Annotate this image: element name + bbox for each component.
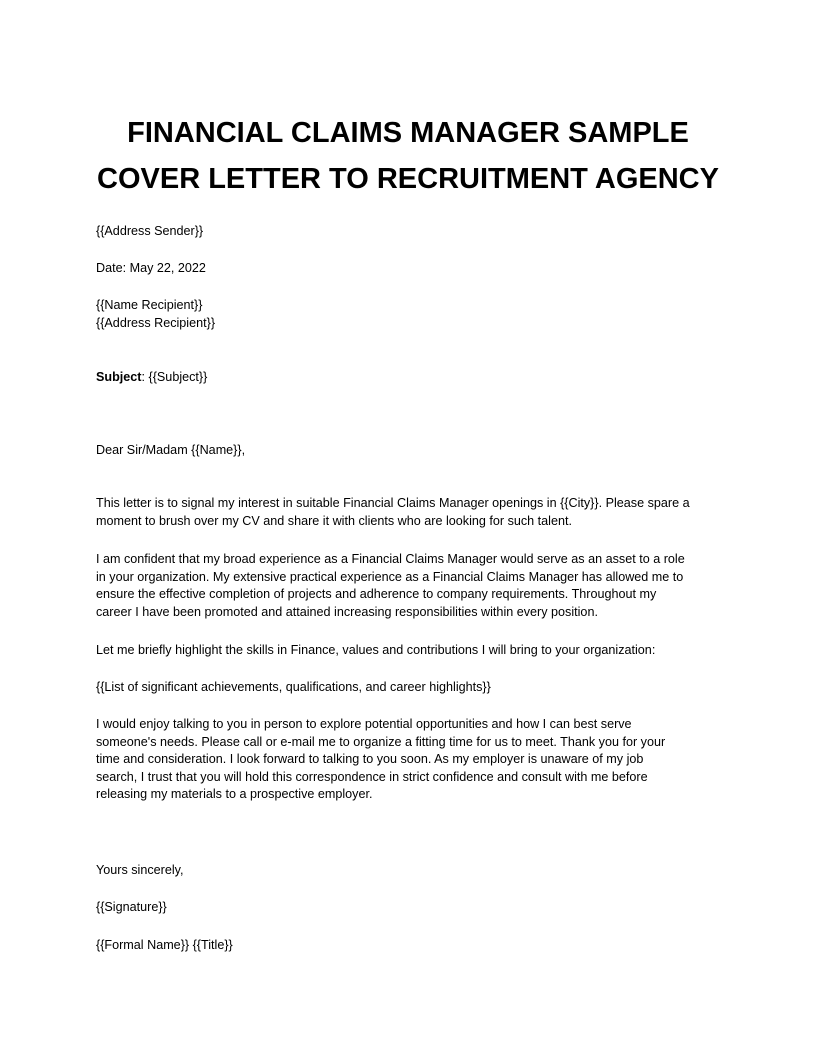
salutation: Dear Sir/Madam {{Name}},: [96, 443, 246, 457]
title-line-1: FINANCIAL CLAIMS MANAGER SAMPLE: [127, 117, 689, 149]
document-title: [60, 110, 756, 202]
paragraph-achievements: {{List of significant achievements, qualifications, and career highlights}}: [96, 680, 491, 694]
subject-line: [96, 369, 207, 387]
paragraph-line: ensure the effective completion of projects and adherence to company requirements. Throughout my: [96, 587, 657, 602]
paragraph-line: moment to brush over my CV and share it with clients who are looking for such talent.: [96, 513, 572, 528]
address-recipient: {{Address Recipient}}: [96, 316, 216, 330]
paragraph-skills: Let me briefly highlight the skills in Finance, values and contributions I will bring to your organization:: [96, 643, 656, 657]
paragraph-closing-request: [96, 716, 724, 804]
title-line-2: COVER LETTER TO RECRUITMENT AGENCY: [97, 163, 719, 195]
signature: {{Signature}}: [96, 900, 167, 914]
paragraph-interest: [96, 495, 724, 530]
closing: Yours sincerely,: [96, 863, 184, 877]
subject-value: : {{Subject}}: [141, 370, 208, 384]
address-sender: {{Address Sender}}: [96, 224, 204, 238]
paragraph-line: This letter is to signal my interest in suitable Financial Claims Manager openings in {{City}}. Please spare a: [96, 496, 690, 510]
paragraph-line: career I have been promoted and attained increasing responsibilities within every position.: [96, 604, 598, 619]
letter-date: Date: May 22, 2022: [96, 261, 206, 275]
name-recipient: {{Name Recipient}}: [96, 298, 203, 312]
paragraph-line: releasing my materials to a prospective employer.: [96, 787, 373, 802]
paragraph-line: time and consideration. I look forward to talking to you soon. As my employer is unaware of my job: [96, 752, 644, 767]
paragraph-line: I would enjoy talking to you in person to explore potential opportunities and how I can best serve: [96, 717, 632, 731]
subject-label: Subject: [96, 370, 142, 384]
paragraph-line: someone's needs. Please call or e-mail me to organize a fitting time for us to meet. Thank you for your: [96, 734, 666, 749]
paragraph-line: I am confident that my broad experience as a Financial Claims Manager would serve as an asset to a role: [96, 552, 685, 566]
paragraph-experience: [96, 551, 724, 621]
formal-name-title: {{Formal Name}} {{Title}}: [96, 938, 233, 952]
paragraph-line: search, I trust that you will hold this correspondence in strict confidence and consult with me before: [96, 769, 648, 784]
paragraph-line: in your organization. My extensive practical experience as a Financial Claims Manager has allowed me to: [96, 569, 684, 584]
